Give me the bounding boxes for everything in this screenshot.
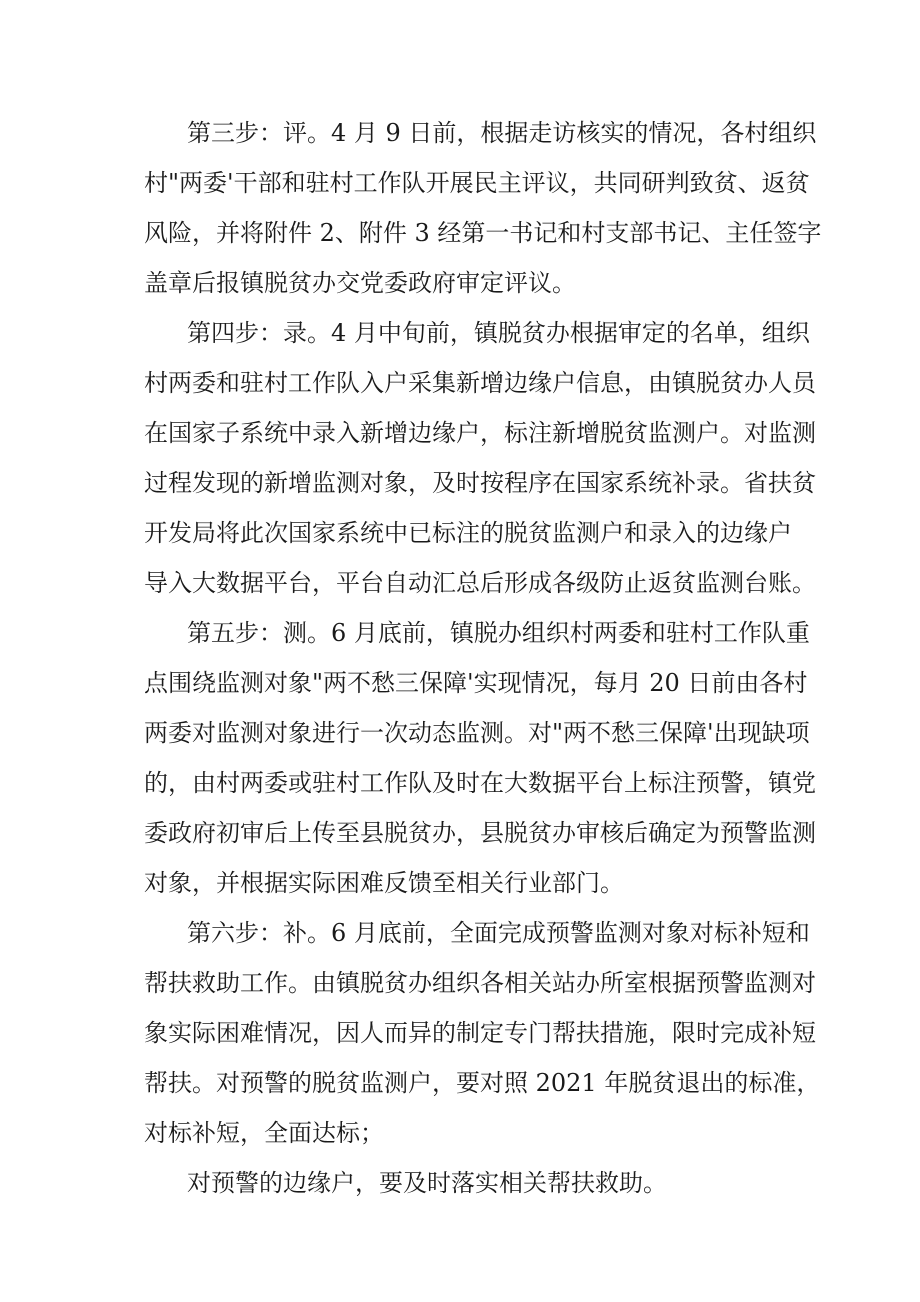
- paragraph-4-line-1: 第六步：补。6 月底前，全面完成预警监测对象对标补短和: [187, 919, 810, 947]
- paragraph-1-line-3: 风险，并将附件 2、附件 3 经第一书记和村支部书记、主任签字: [144, 219, 822, 247]
- paragraph-2-line-5: 开发局将此次国家系统中已标注的脱贫监测户和录入的边缘户: [144, 519, 792, 547]
- paragraph-3-line-4: 的，由村两委或驻村工作队及时在大数据平台上标注预警，镇党: [144, 769, 816, 797]
- paragraph-3-line-3: 两委对监测对象进行一次动态监测。对"两不愁三保障'出现缺项: [144, 719, 810, 747]
- paragraph-5-line-1: 对预警的边缘户，要及时落实相关帮扶救助。: [187, 1169, 667, 1197]
- paragraph-2-line-3: 在国家子系统中录入新增边缘户，标注新增脱贫监测户。对监测: [144, 419, 816, 447]
- paragraph-4-line-3: 象实际困难情况，因人而异的制定专门帮扶措施，限时完成补短: [144, 1019, 816, 1047]
- paragraph-1-line-1: 第三步：评。4 月 9 日前，根据走访核实的情况，各村组织: [187, 119, 817, 147]
- paragraph-3-line-6: 对象，并根据实际困难反馈至相关行业部门。: [144, 869, 624, 897]
- paragraph-1-line-2: 村"两委'干部和驻村工作队开展民主评议，共同研判致贫、返贫: [144, 169, 810, 197]
- paragraph-2-line-1: 第四步：录。4 月中旬前，镇脱贫办根据审定的名单，组织: [187, 319, 810, 347]
- paragraph-2-line-2: 村两委和驻村工作队入户采集新增边缘户信息，由镇脱贫办人员: [144, 369, 816, 397]
- paragraph-3-line-1: 第五步：测。6 月底前，镇脱办组织村两委和驻村工作队重: [187, 619, 810, 647]
- paragraph-2-line-6: 导入大数据平台，平台自动汇总后形成各级防止返贫监测台账。: [144, 569, 816, 597]
- paragraph-4-line-5: 对标补短，全面达标；: [144, 1119, 384, 1147]
- paragraph-4-line-4: 帮扶。对预警的脱贫监测户，要对照 2021 年脱贫退出的标准，: [144, 1069, 821, 1097]
- paragraph-1-line-4: 盖章后报镇脱贫办交党委政府审定评议。: [144, 269, 576, 297]
- paragraph-3-line-5: 委政府初审后上传至县脱贫办，县脱贫办审核后确定为预警监测: [144, 819, 816, 847]
- paragraph-4-line-2: 帮扶救助工作。由镇脱贫办组织各相关站办所室根据预警监测对: [144, 969, 816, 997]
- paragraph-3-line-2: 点围绕监测对象"两不愁三保障'实现情况，每月 20 日前由各村: [144, 669, 808, 697]
- paragraph-2-line-4: 过程发现的新增监测对象，及时按程序在国家系统补录。省扶贫: [144, 469, 816, 497]
